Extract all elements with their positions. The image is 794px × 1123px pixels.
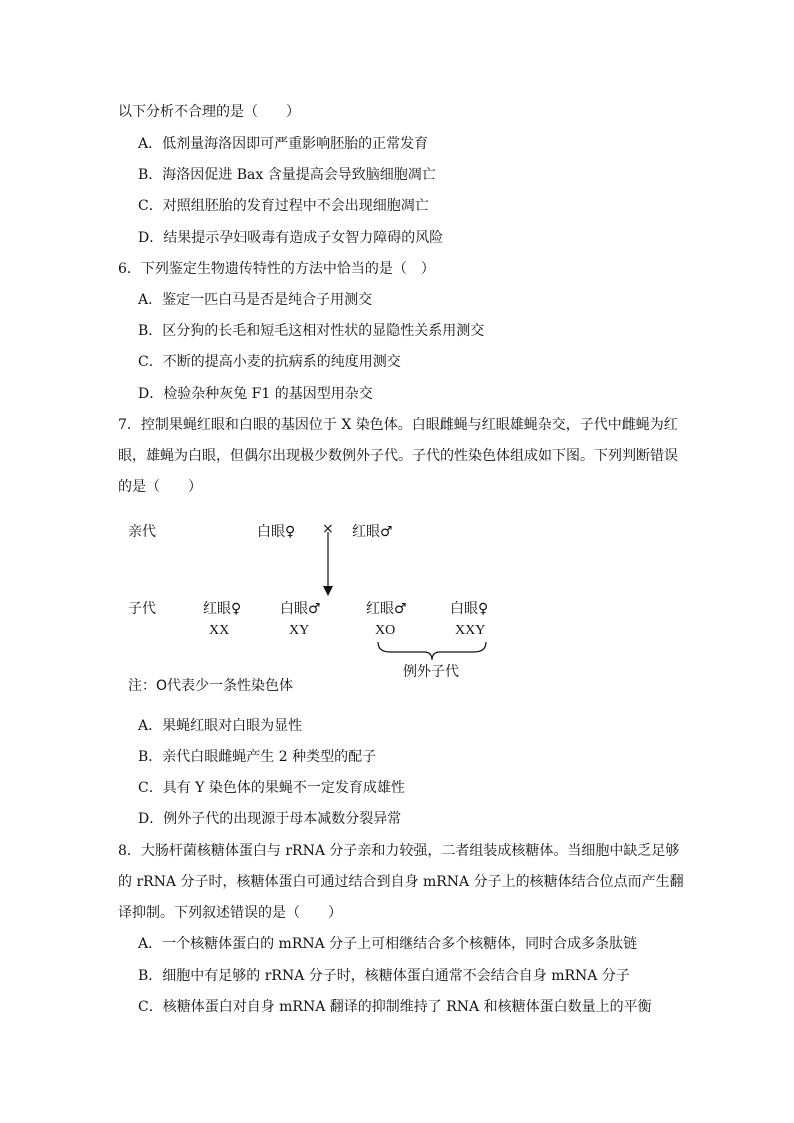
exception-offspring-label: 例外子代 (403, 664, 459, 680)
q8-option-a: A．一个核糖体蛋白的 mRNA 分子上可相继结合多个核糖体，同时合成多条肽链 (138, 936, 638, 952)
q5-stem-tail: 以下分析不合理的是（ ） (118, 104, 300, 120)
q7-stem-line-3: 的是（ ） (118, 479, 202, 495)
q7-option-d: D．例外子代的出现源于母本减数分裂异常 (138, 811, 402, 827)
q6-option-c: C．不断的提高小麦的抗病系的纯度用测交 (138, 354, 401, 370)
exception-brace (378, 642, 486, 660)
offspring-genotype-2: XY (289, 623, 310, 638)
offspring-phenotype-3: 红眼♂ (366, 601, 407, 617)
q5-option-a: A．低剂量海洛因即可严重影响胚胎的正常发育 (138, 136, 429, 152)
offspring-genotype-1: XX (209, 623, 230, 638)
parent-female: 白眼♀ (257, 524, 296, 540)
q7-stem-line-1: 7．控制果蝇红眼和白眼的基因位于 X 染色体。白眼雌蝇与红眼雄蝇杂交，子代中雌蝇为红 (118, 417, 678, 433)
q6-option-d: D．检验杂种灰兔 F1 的基因型用杂交 (138, 386, 373, 402)
offspring-genotype-4: XXY (455, 623, 486, 638)
q7-option-b: B．亲代白眼雌蝇产生 2 种类型的配子 (138, 749, 377, 765)
q8-stem-line-1: 8．大肠杆菌核糖体蛋白与 rRNA 分子亲和力较强，二者组装成核糖体。当细胞中缺乏足够 (118, 843, 680, 859)
q6-option-a: A．鉴定一匹白马是否是纯合子用测交 (138, 292, 373, 308)
q7-option-a: A．果蝇红眼对白眼为显性 (138, 718, 303, 734)
q6-stem: 6．下列鉴定生物遗传特性的方法中恰当的是（ ） (118, 261, 435, 277)
q5-option-b: B．海洛因促进 Bax 含量提高会导致脑细胞凋亡 (138, 167, 436, 183)
parent-generation-label: 亲代 (128, 524, 156, 540)
q8-option-b: B．细胞中有足够的 rRNA 分子时，核糖体蛋白通常不会结合自身 mRNA 分子 (138, 968, 630, 984)
offspring-phenotype-2: 白眼♂ (280, 601, 321, 617)
offspring-genotype-3: XO (375, 623, 396, 638)
cross-symbol: × (322, 521, 334, 537)
q6-option-b: B．区分狗的长毛和短毛这相对性状的显隐性关系用测交 (138, 323, 485, 339)
parent-male: 红眼♂ (352, 524, 393, 540)
q7-stem-line-2: 眼，雄蝇为白眼，但偶尔出现极少数例外子代。子代的性染色体组成如下图。下列判断错误 (118, 448, 678, 464)
offspring-phenotype-1: 红眼♀ (203, 601, 242, 617)
q5-option-c: C．对照组胚胎的发育过程中不会出现细胞凋亡 (138, 198, 429, 214)
diagram-note: 注：O代表少一条性染色体 (128, 678, 294, 694)
q5-option-d: D．结果提示孕妇吸毒有造成子女智力障碍的风险 (138, 230, 444, 246)
q8-stem-line-3: 译抑制。下列叙述错误的是（ ） (118, 905, 342, 921)
q8-stem-line-2: 的 rRNA 分子时，核糖体蛋白可通过结合到自身 mRNA 分子上的核糖体结合位点而产生翻 (118, 874, 684, 890)
q7-option-c: C．具有 Y 染色体的果蝇不一定发育成雄性 (138, 780, 405, 796)
offspring-generation-label: 子代 (128, 601, 156, 617)
cross-arrow-head (323, 586, 333, 596)
offspring-phenotype-4: 白眼♀ (450, 601, 489, 617)
q8-option-c: C．核糖体蛋白对自身 mRNA 翻译的抑制维持了 RNA 和核糖体蛋白数量上的平衡 (138, 999, 652, 1015)
